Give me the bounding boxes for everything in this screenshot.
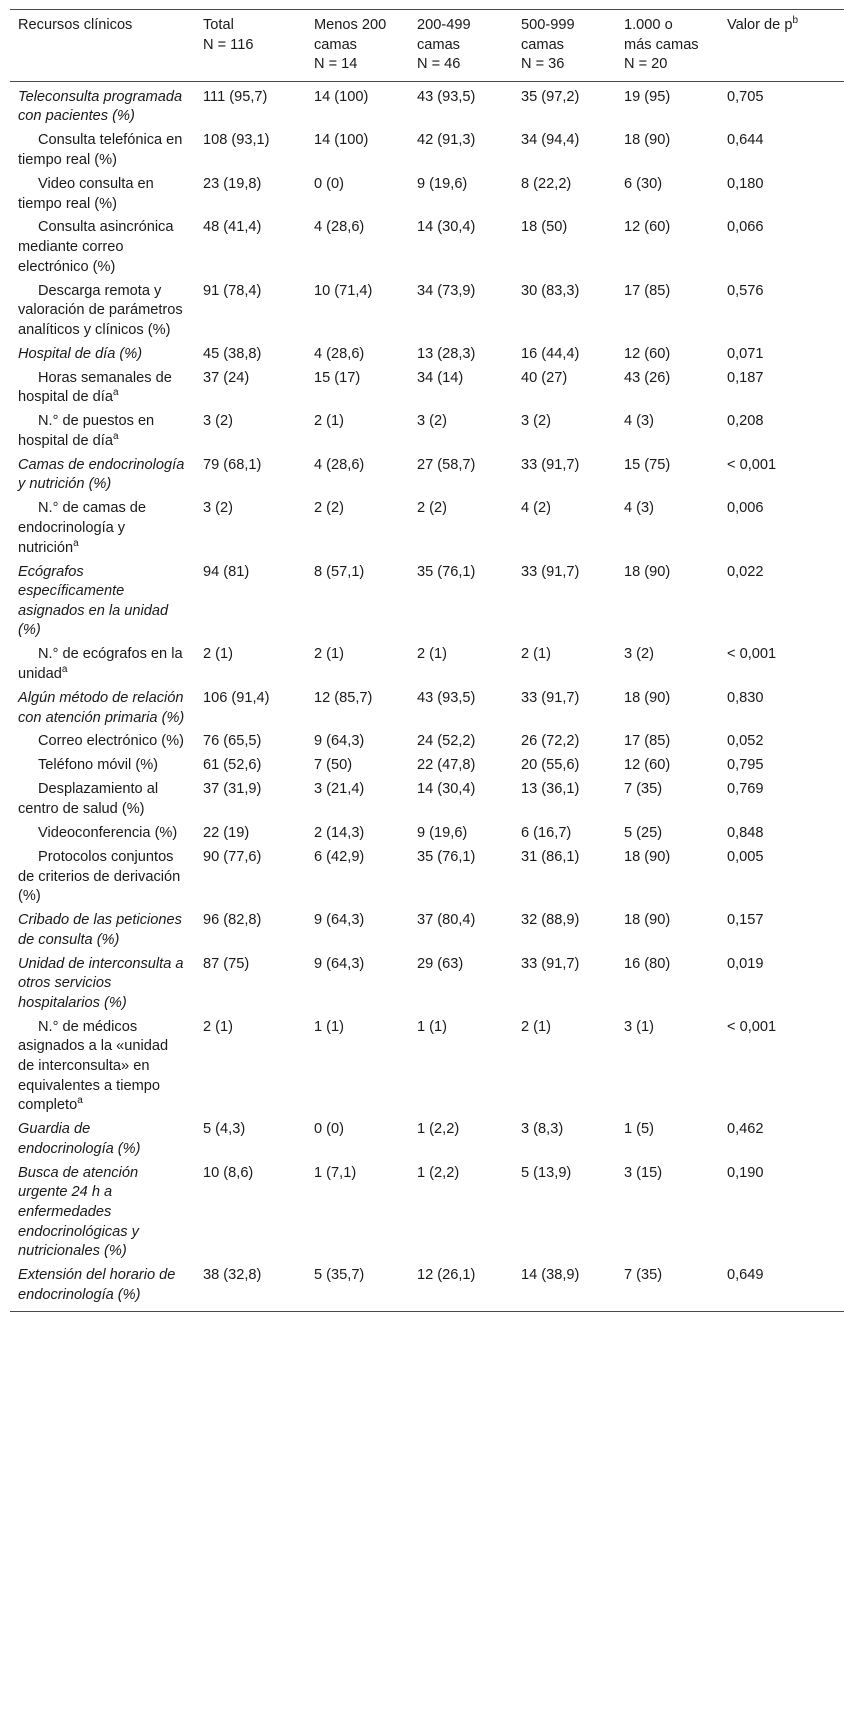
table-row [10, 778, 844, 822]
table-cell: 33 (91,7) [521, 563, 580, 580]
table-row [10, 1118, 844, 1162]
table-cell: 3 (8,3) [521, 1121, 564, 1138]
row-label: Video consulta en tiempo real (%) [18, 175, 154, 212]
table-cell: 29 (63) [417, 955, 464, 972]
column-header-line: N = 36 [521, 56, 565, 73]
column-header [719, 10, 844, 82]
column-header-line: camas [521, 36, 564, 53]
table-row [10, 343, 844, 367]
table-cell: 2 (14,3) [314, 824, 365, 841]
table-cell: 3 (1) [624, 1018, 655, 1035]
row-label-cell [10, 173, 195, 217]
table-cell: 0,190 [727, 1164, 764, 1181]
row-label-cell [10, 216, 195, 279]
table-row [10, 1264, 844, 1312]
table-row [10, 730, 844, 754]
table-cell: 106 (91,4) [203, 689, 270, 706]
table-cell: 1 (2,2) [417, 1121, 460, 1138]
table-cell: 16 (80) [624, 955, 671, 972]
table-cell: 14 (100) [314, 88, 369, 105]
table-cell: 45 (38,8) [203, 345, 262, 362]
table-cell: 76 (65,5) [203, 733, 262, 750]
row-label-cell [10, 952, 195, 1015]
table-cell: 2 (1) [203, 646, 234, 663]
row-label: Consulta asincrónica mediante correo electrónico (%) [18, 219, 174, 275]
table-cell: 33 (91,7) [521, 689, 580, 706]
column-header-line: N = 20 [624, 56, 668, 73]
row-label: Extensión del horario de endocrinología (%) [18, 1267, 176, 1303]
table-cell: 0,830 [727, 689, 764, 706]
table-cell: 0,052 [727, 733, 764, 750]
table-cell: 0,187 [727, 369, 764, 386]
table-cell: 18 (90) [624, 689, 671, 706]
table-cell: 0,022 [727, 563, 764, 580]
row-label-cell [10, 1162, 195, 1264]
table-cell: 22 (19) [203, 824, 250, 841]
table-cell: 3 (2) [521, 413, 552, 430]
footnote-marker: a [73, 537, 79, 549]
table-cell: 12 (60) [624, 345, 671, 362]
table-cell: 40 (27) [521, 369, 568, 386]
row-label-cell [10, 643, 195, 687]
table-cell: 0,066 [727, 219, 764, 236]
row-label: Horas semanales de hospital de día [18, 369, 172, 406]
table-cell: 0,576 [727, 282, 764, 299]
row-label: N.° de camas de endocrinología y nutrición [18, 500, 147, 556]
column-header-line: Menos 200 [314, 17, 387, 33]
table-cell: 5 (25) [624, 824, 663, 841]
row-label: Descarga remota y valoración de parámetros analíticos y clínicos (%) [18, 282, 183, 338]
column-header-line: Valor de p [727, 17, 793, 33]
table-cell: 19 (95) [624, 88, 671, 105]
table-cell: 111 (95,7) [203, 88, 268, 105]
table-cell: 14 (38,9) [521, 1267, 580, 1284]
table-row [10, 410, 844, 454]
table-cell: 3 (2) [203, 413, 234, 430]
row-label: Unidad de interconsulta a otros servicios hospitalarios (%) [18, 955, 184, 1011]
column-header [10, 10, 195, 82]
table-cell: 43 (93,5) [417, 689, 476, 706]
table-cell: 9 (64,3) [314, 955, 365, 972]
header-row [10, 10, 844, 82]
table-cell: 35 (76,1) [417, 848, 476, 865]
table-row [10, 129, 844, 173]
table-cell: 3 (21,4) [314, 781, 365, 798]
table-cell: 0,180 [727, 175, 764, 192]
table-cell: 14 (30,4) [417, 781, 476, 798]
row-label-cell [10, 687, 195, 731]
table-cell: 35 (76,1) [417, 563, 476, 580]
table-cell: 2 (1) [314, 646, 345, 663]
table-row [10, 754, 844, 778]
table-cell: 1 (5) [624, 1121, 655, 1138]
row-label-cell [10, 279, 195, 342]
table-cell: 0,157 [727, 912, 764, 929]
table-row [10, 822, 844, 846]
table-cell: 4 (3) [624, 413, 655, 430]
table-body [10, 81, 844, 1311]
row-label: N.° de ecógrafos en la unidad [18, 646, 183, 682]
table-cell: 4 (28,6) [314, 345, 365, 362]
table-cell: 23 (19,8) [203, 175, 262, 192]
table-cell: 5 (13,9) [521, 1164, 572, 1181]
table-cell: 2 (1) [203, 1018, 234, 1035]
table-header [10, 10, 844, 82]
table-row [10, 454, 844, 498]
table-cell: 0,208 [727, 413, 764, 430]
row-label: Algún método de relación con atención primaria (%) [18, 689, 185, 726]
table-cell: 4 (28,6) [314, 456, 365, 473]
table-cell: 3 (2) [203, 500, 234, 517]
footnote-marker: a [112, 431, 119, 443]
table-cell: 12 (85,7) [314, 689, 373, 706]
table-cell: 3 (2) [417, 413, 448, 430]
table-cell: 1 (1) [417, 1018, 448, 1035]
table-cell: 3 (15) [624, 1164, 663, 1181]
table-cell: 8 (22,2) [521, 175, 572, 192]
column-header-line: camas [314, 36, 357, 53]
table-cell: < 0,001 [727, 646, 777, 663]
table-cell: 33 (91,7) [521, 456, 580, 473]
table-cell: 8 (57,1) [314, 563, 365, 580]
table-cell: 79 (68,1) [203, 456, 262, 473]
table-cell: 18 (90) [624, 912, 671, 929]
table-cell: 13 (36,1) [521, 781, 580, 798]
column-header-line: N = 14 [314, 56, 358, 73]
row-label: Desplazamiento al centro de salud (%) [18, 781, 159, 817]
row-label: N.° de médicos asignados a la «unidad de interconsulta» en equivalentes a tiempo completo [18, 1018, 169, 1114]
row-label-cell [10, 81, 195, 129]
table-cell: 4 (3) [624, 500, 655, 517]
table-row [10, 1016, 844, 1118]
table-cell: 31 (86,1) [521, 848, 580, 865]
column-header-line: 500-999 [521, 17, 575, 33]
table-cell: 9 (64,3) [314, 733, 365, 750]
table-cell: 2 (1) [521, 1018, 552, 1035]
table-cell: 48 (41,4) [203, 219, 262, 236]
footnote-marker: a [61, 664, 68, 676]
row-label-cell [10, 454, 195, 498]
row-label-cell [10, 778, 195, 822]
row-label: Ecógrafos específicamente asignados en la unidad (%) [18, 563, 169, 639]
table-cell: 7 (35) [624, 781, 663, 798]
table-cell: 38 (32,8) [203, 1267, 262, 1284]
column-header [513, 10, 616, 82]
table-cell: 2 (1) [521, 646, 552, 663]
row-label-cell [10, 846, 195, 909]
table-cell: 14 (100) [314, 132, 369, 149]
table-cell: 0,848 [727, 824, 764, 841]
table-cell: < 0,001 [727, 456, 777, 473]
table-cell: 91 (78,4) [203, 282, 262, 299]
row-label-cell [10, 1016, 195, 1118]
table-cell: 10 (8,6) [203, 1164, 254, 1181]
table-cell: 7 (35) [624, 1267, 663, 1284]
table-cell: 24 (52,2) [417, 733, 476, 750]
row-label: Protocolos conjuntos de criterios de derivación (%) [18, 848, 181, 905]
table-cell: 0,795 [727, 757, 764, 774]
table-row [10, 216, 844, 279]
table-cell: 0,705 [727, 88, 764, 105]
row-label-cell [10, 410, 195, 454]
table-cell: 96 (82,8) [203, 912, 262, 929]
table-cell: 6 (42,9) [314, 848, 365, 865]
row-label-cell [10, 343, 195, 367]
table-cell: 15 (17) [314, 369, 361, 386]
table-row [10, 279, 844, 342]
row-label-cell [10, 754, 195, 778]
table-cell: 12 (26,1) [417, 1267, 476, 1284]
table-cell: 0,005 [727, 848, 764, 865]
table-cell: 34 (73,9) [417, 282, 476, 299]
table-row [10, 367, 844, 411]
table-cell: 0 (0) [314, 1121, 345, 1138]
table-cell: 0,649 [727, 1267, 764, 1284]
table-cell: 6 (16,7) [521, 824, 572, 841]
column-header-line: más camas [624, 36, 699, 53]
table-cell: 2 (1) [314, 413, 345, 430]
table-cell: 27 (58,7) [417, 456, 476, 473]
table-cell: 87 (75) [203, 955, 250, 972]
table-cell: 33 (91,7) [521, 955, 580, 972]
table-cell: 43 (26) [624, 369, 671, 386]
table-cell: 22 (47,8) [417, 757, 476, 774]
table-cell: 12 (60) [624, 219, 671, 236]
table-cell: 37 (80,4) [417, 912, 476, 929]
clinical-resources-table [10, 9, 844, 1312]
table-cell: 10 (71,4) [314, 282, 373, 299]
row-label: N.° de puestos en hospital de día [18, 413, 155, 449]
footnote-marker: a [77, 1095, 83, 1107]
table-cell: 3 (2) [624, 646, 655, 663]
table-row [10, 173, 844, 217]
column-header-line: N = 46 [417, 56, 461, 73]
table-cell: 26 (72,2) [521, 733, 580, 750]
table-cell: 1 (1) [314, 1018, 345, 1035]
table-cell: 12 (60) [624, 757, 671, 774]
column-header [409, 10, 513, 82]
table-cell: 17 (85) [624, 733, 671, 750]
table-cell: 35 (97,2) [521, 88, 580, 105]
row-label: Consulta telefónica en tiempo real (%) [18, 132, 183, 168]
row-label-cell [10, 367, 195, 411]
table-row [10, 952, 844, 1015]
table-cell: 20 (55,6) [521, 757, 580, 774]
table-cell: 0,462 [727, 1121, 764, 1138]
row-label: Teléfono móvil (%) [38, 757, 159, 774]
table-cell: 7 (50) [314, 757, 353, 774]
column-header [195, 10, 306, 82]
table-row [10, 81, 844, 129]
table-cell: 5 (4,3) [203, 1121, 246, 1138]
column-header [306, 10, 409, 82]
table-row [10, 846, 844, 909]
table-cell: 34 (94,4) [521, 132, 580, 149]
table-cell: 2 (2) [314, 500, 345, 517]
row-label: Videoconferencia (%) [38, 824, 178, 841]
table-cell: 18 (50) [521, 219, 568, 236]
footnote-marker: b [792, 15, 799, 27]
table-row [10, 687, 844, 731]
row-label-cell [10, 822, 195, 846]
table-cell: 43 (93,5) [417, 88, 476, 105]
row-label: Busca de atención urgente 24 h a enfermedades endocrinológicas y nutricionales (%) [18, 1164, 139, 1260]
table-cell: 34 (14) [417, 369, 464, 386]
table-cell: 1 (7,1) [314, 1164, 357, 1181]
table-cell: 37 (31,9) [203, 781, 262, 798]
table-cell: 0 (0) [314, 175, 345, 192]
table-cell: 0,019 [727, 955, 764, 972]
row-label-cell [10, 1264, 195, 1312]
row-label-cell [10, 497, 195, 560]
table-cell: 30 (83,3) [521, 282, 580, 299]
table-cell: 18 (90) [624, 848, 671, 865]
table-cell: 94 (81) [203, 563, 250, 580]
row-label-cell [10, 909, 195, 953]
table-cell: 17 (85) [624, 282, 671, 299]
table-cell: 0,769 [727, 781, 764, 798]
table-cell: < 0,001 [727, 1018, 777, 1035]
table-cell: 18 (90) [624, 132, 671, 149]
column-header [616, 10, 719, 82]
table-cell: 9 (64,3) [314, 912, 365, 929]
column-header-line: 1.000 o [624, 17, 673, 33]
table-cell: 5 (35,7) [314, 1267, 365, 1284]
table-cell: 42 (91,3) [417, 132, 476, 149]
table-cell: 90 (77,6) [203, 848, 262, 865]
row-label-cell [10, 129, 195, 173]
table-cell: 2 (2) [417, 500, 448, 517]
table-cell: 15 (75) [624, 456, 671, 473]
footnote-marker: a [112, 387, 119, 399]
table-cell: 16 (44,4) [521, 345, 580, 362]
row-label-cell [10, 1118, 195, 1162]
table-cell: 37 (24) [203, 369, 250, 386]
table-row [10, 560, 844, 643]
table-cell: 4 (2) [521, 500, 552, 517]
table-cell: 4 (28,6) [314, 219, 365, 236]
table-cell: 14 (30,4) [417, 219, 476, 236]
table-cell: 9 (19,6) [417, 175, 468, 192]
table-row [10, 1162, 844, 1264]
row-label: Camas de endocrinología y nutrición (%) [18, 456, 185, 493]
table-cell: 32 (88,9) [521, 912, 580, 929]
table-row [10, 497, 844, 560]
column-header-line: Recursos clínicos [18, 17, 133, 33]
table-cell: 0,006 [727, 500, 764, 517]
column-header-line: Total [203, 17, 234, 33]
table-container [10, 9, 844, 1312]
table-cell: 6 (30) [624, 175, 663, 192]
row-label: Teleconsulta programada con pacientes (%) [18, 88, 183, 125]
column-header-line: 200-499 [417, 17, 471, 33]
column-header-line: camas [417, 36, 460, 53]
table-cell: 0,071 [727, 345, 764, 362]
table-cell: 108 (93,1) [203, 132, 270, 149]
table-cell: 0,644 [727, 132, 764, 149]
row-label: Guardia de endocrinología (%) [18, 1121, 141, 1157]
table-cell: 61 (52,6) [203, 757, 262, 774]
row-label: Correo electrónico (%) [38, 733, 184, 750]
row-label: Cribado de las peticiones de consulta (%) [18, 912, 182, 948]
table-row [10, 909, 844, 953]
table-cell: 18 (90) [624, 563, 671, 580]
table-cell: 13 (28,3) [417, 345, 476, 362]
row-label: Hospital de día (%) [18, 345, 143, 362]
column-header-line: N = 116 [203, 36, 254, 53]
table-cell: 2 (1) [417, 646, 448, 663]
table-cell: 9 (19,6) [417, 824, 468, 841]
row-label-cell [10, 730, 195, 754]
table-cell: 1 (2,2) [417, 1164, 460, 1181]
row-label-cell [10, 560, 195, 643]
table-row [10, 643, 844, 687]
